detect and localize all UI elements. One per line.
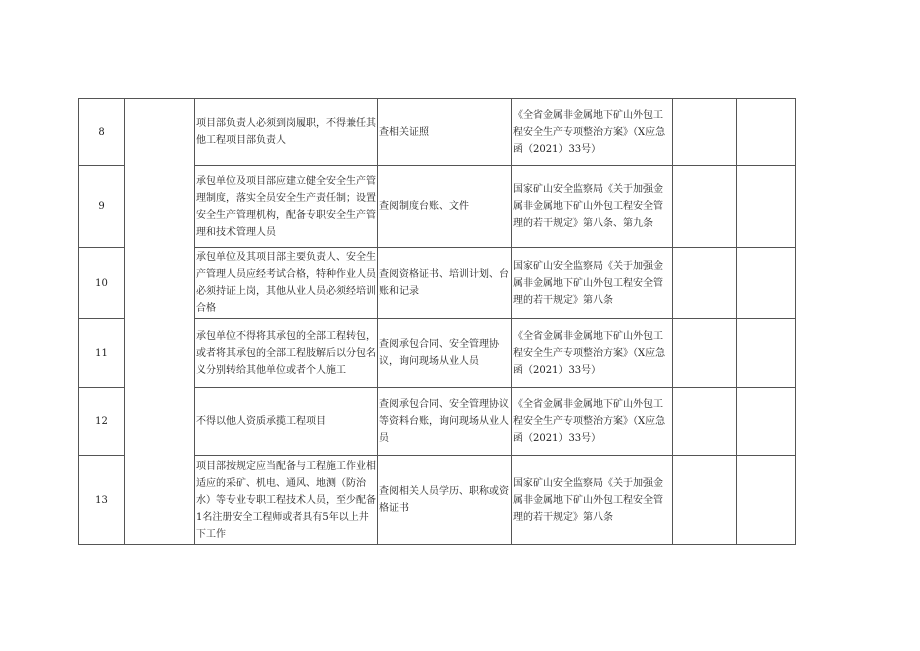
item-number: 12 [79,388,125,456]
result-cell [673,248,737,319]
requirement-cell: 承包单位及其项目部主要负责人、安全生产管理人员应经考试合格，特种作业人员必须持证上岗，其他从业人员必须经培训合格 [195,248,378,319]
item-number: 10 [79,248,125,319]
item-number: 9 [79,166,125,248]
basis-cell: 《全省金属非金属地下矿山外包工程安全生产专项整治方案》（X应急函（2021）33号） [512,99,673,166]
requirement-cell: 不得以他人资质承揽工程项目 [195,388,378,456]
remark-cell [737,319,796,388]
requirement-cell: 项目部按规定应当配备与工程施工作业相适应的采矿、机电、通风、地测（防治水）等专业专职工程技术人员，至少配备1名注册安全工程师或者具有5年以上井下工作 [195,456,378,545]
item-number: 8 [79,99,125,166]
requirement-cell: 项目部负责人必须到岗履职，不得兼任其他工程项目部负责人 [195,99,378,166]
method-cell: 查阅承包合同、安全管理协议，询问现场从业人员 [378,319,512,388]
method-cell: 查阅承包合同、安全管理协议等资料台账，询问现场从业人员 [378,388,512,456]
method-cell: 查阅相关人员学历、职称或资格证书 [378,456,512,545]
method-cell: 查阅资格证书、培训计划、台账和记录 [378,248,512,319]
result-cell [673,456,737,545]
remark-cell [737,388,796,456]
basis-cell: 国家矿山安全监察局《关于加强金属非金属地下矿山外包工程安全管理的若干规定》第八条 [512,456,673,545]
remark-cell [737,456,796,545]
result-cell [673,166,737,248]
table-row [79,99,796,166]
remark-cell [737,99,796,166]
basis-cell: 《全省金属非金属地下矿山外包工程安全生产专项整治方案》（X应急函（2021）33号） [512,319,673,388]
remark-cell [737,166,796,248]
inspection-table [78,98,796,545]
result-cell [673,99,737,166]
basis-cell: 《全省金属非金属地下矿山外包工程安全生产专项整治方案》（X应急函（2021）33号） [512,388,673,456]
basis-cell: 国家矿山安全监察局《关于加强金属非金属地下矿山外包工程安全管理的若干规定》第八条、第九条 [512,166,673,248]
basis-cell: 国家矿山安全监察局《关于加强金属非金属地下矿山外包工程安全管理的若干规定》第八条 [512,248,673,319]
remark-cell [737,248,796,319]
method-cell: 查相关证照 [378,99,512,166]
result-cell [673,319,737,388]
result-cell [673,388,737,456]
item-number: 13 [79,456,125,545]
requirement-cell: 承包单位及项目部应建立健全安全生产管理制度，落实全员安全生产责任制；设置安全生产管理机构，配备专职安全生产管理和技术管理人员 [195,166,378,248]
method-cell: 查阅制度台账、文件 [378,166,512,248]
category-cell [125,99,195,545]
requirement-cell: 承包单位不得将其承包的全部工程转包，或者将其承包的全部工程肢解后以分包名义分别转给其他单位或者个人施工 [195,319,378,388]
item-number: 11 [79,319,125,388]
